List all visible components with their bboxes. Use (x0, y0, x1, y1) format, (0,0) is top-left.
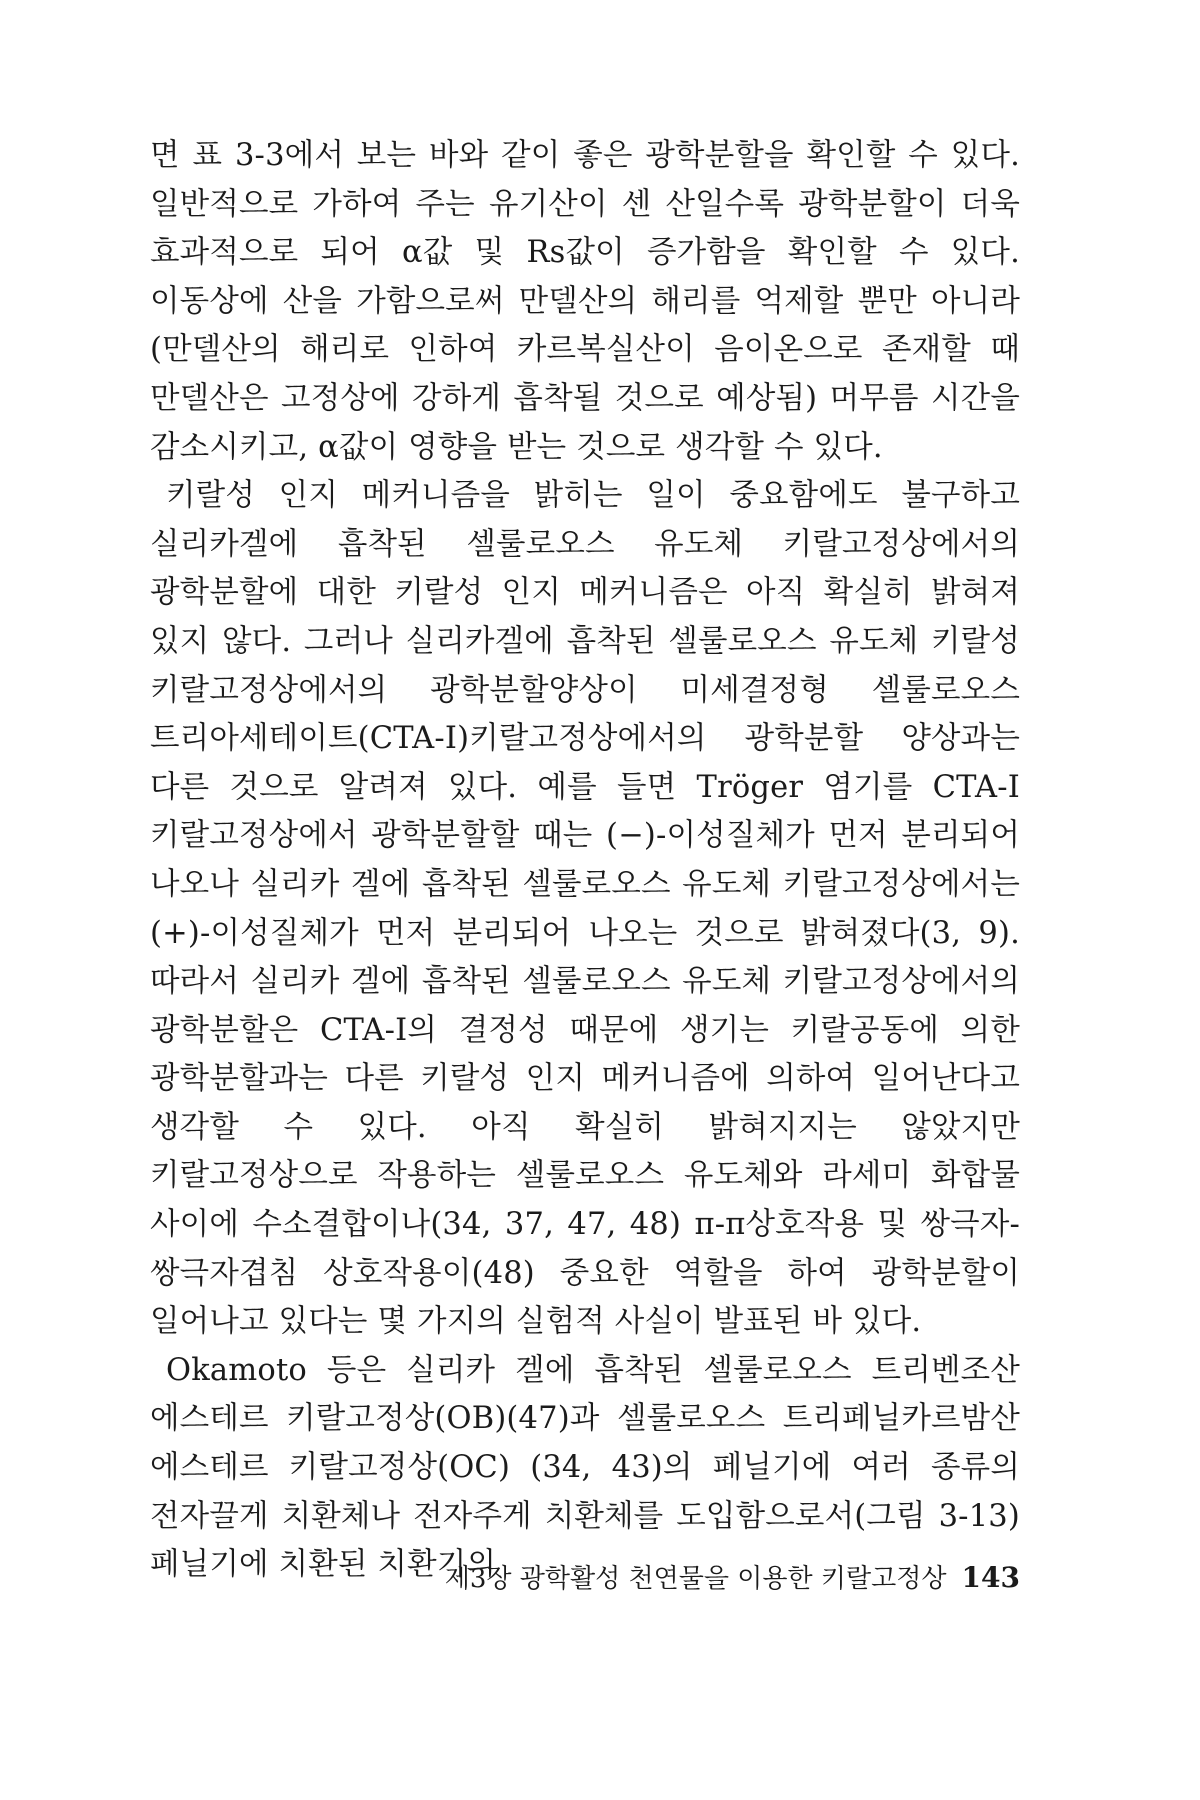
page-footer (150, 1558, 1020, 1595)
paragraph-2: 키랄성 인지 메커니즘을 밝히는 일이 중요함에도 불구하고 실리카겔에 흡착된 셀룰로오스 유도체 키랄고정상에서의 광학분할에 대한 키랄성 인지 메커니즘은 아직 확실히 밝혀져 있지 않다. 그러나 실리카겔에 흡착된 셀룰로오스 유도체 키랄성 키랄고정상에서의 광학분할양상이 미세결정형 셀룰로오스 트리아세테이트(CTA-I)키랄고정상에서의 광학분할 양상과는 다른 것으로 알려져 있다. 예를 들면 Tröger 염기를 CTA-I 키랄고정상에서 광학분할할 때는 (−)-이성질체가 먼저 분리되어 나오나 실리카 겔에 흡착된 셀룰로오스 유도체 키랄고정상에서는 (+)-이성질체가 먼저 분리되어 나오는 것으로 밝혀졌다(3, 9). 따라서 실리카 겔에 흡착된 셀룰로오스 유도체 키랄고정상에서의 광학분할은 CTA-I의 결정성 때문에 생기는 키랄공동에 의한 광학분할과는 다른 키랄성 인지 메커니즘에 의하여 일어난다고 생각할 수 있다. 아직 확실히 밝혀지지는 않았지만 키랄고정상으로 작용하는 셀룰로오스 유도체와 라세미 화합물 사이에 수소결합이나(34, 37, 47, 48) π-π상호작용 및 쌍극자-쌍극자겹침 상호작용이(48) 중요한 역할을 하여 광학분할이 일어나고 있다는 몇 가지의 실험적 사실이 발표된 바 있다. (150, 478, 1020, 1340)
page-number: 143 (961, 1561, 1020, 1594)
running-footer-chapter: 제3장 광학활성 천연물을 이용한 키랄고정상 (444, 1564, 947, 1594)
paragraph-3: Okamoto 등은 실리카 겔에 흡착된 셀룰로오스 트리벤조산 에스테르 키랄고정상(OB)(47)과 셀룰로오스 트리페닐카르밤산 에스테르 키랄고정상(OC) (34, 43)의 페닐기에 여러 종류의 전자끌게 치환체나 전자주게 치환체를 도입함으로서(그림 3-13) 페닐기에 치환된 치환기의 (150, 1352, 1020, 1583)
paragraph-1: 면 표 3-3에서 보는 바와 같이 좋은 광학분할을 확인할 수 있다. 일반적으로 가하여 주는 유기산이 센 산일수록 광학분할이 더욱 효과적으로 되어 α값 및 Rs값이 증가함을 확인할 수 있다. 이동상에 산을 가함으로써 만델산의 해리를 억제할 뿐만 아니라(만델산의 해리로 인하여 카르복실산이 음이온으로 존재할 때 만델산은 고정상에 강하게 흡착될 것으로 예상됨) 머무름 시간을 감소시키고, α값이 영향을 받는 것으로 생각할 수 있다. (150, 138, 1020, 465)
body-text (150, 132, 1020, 1590)
